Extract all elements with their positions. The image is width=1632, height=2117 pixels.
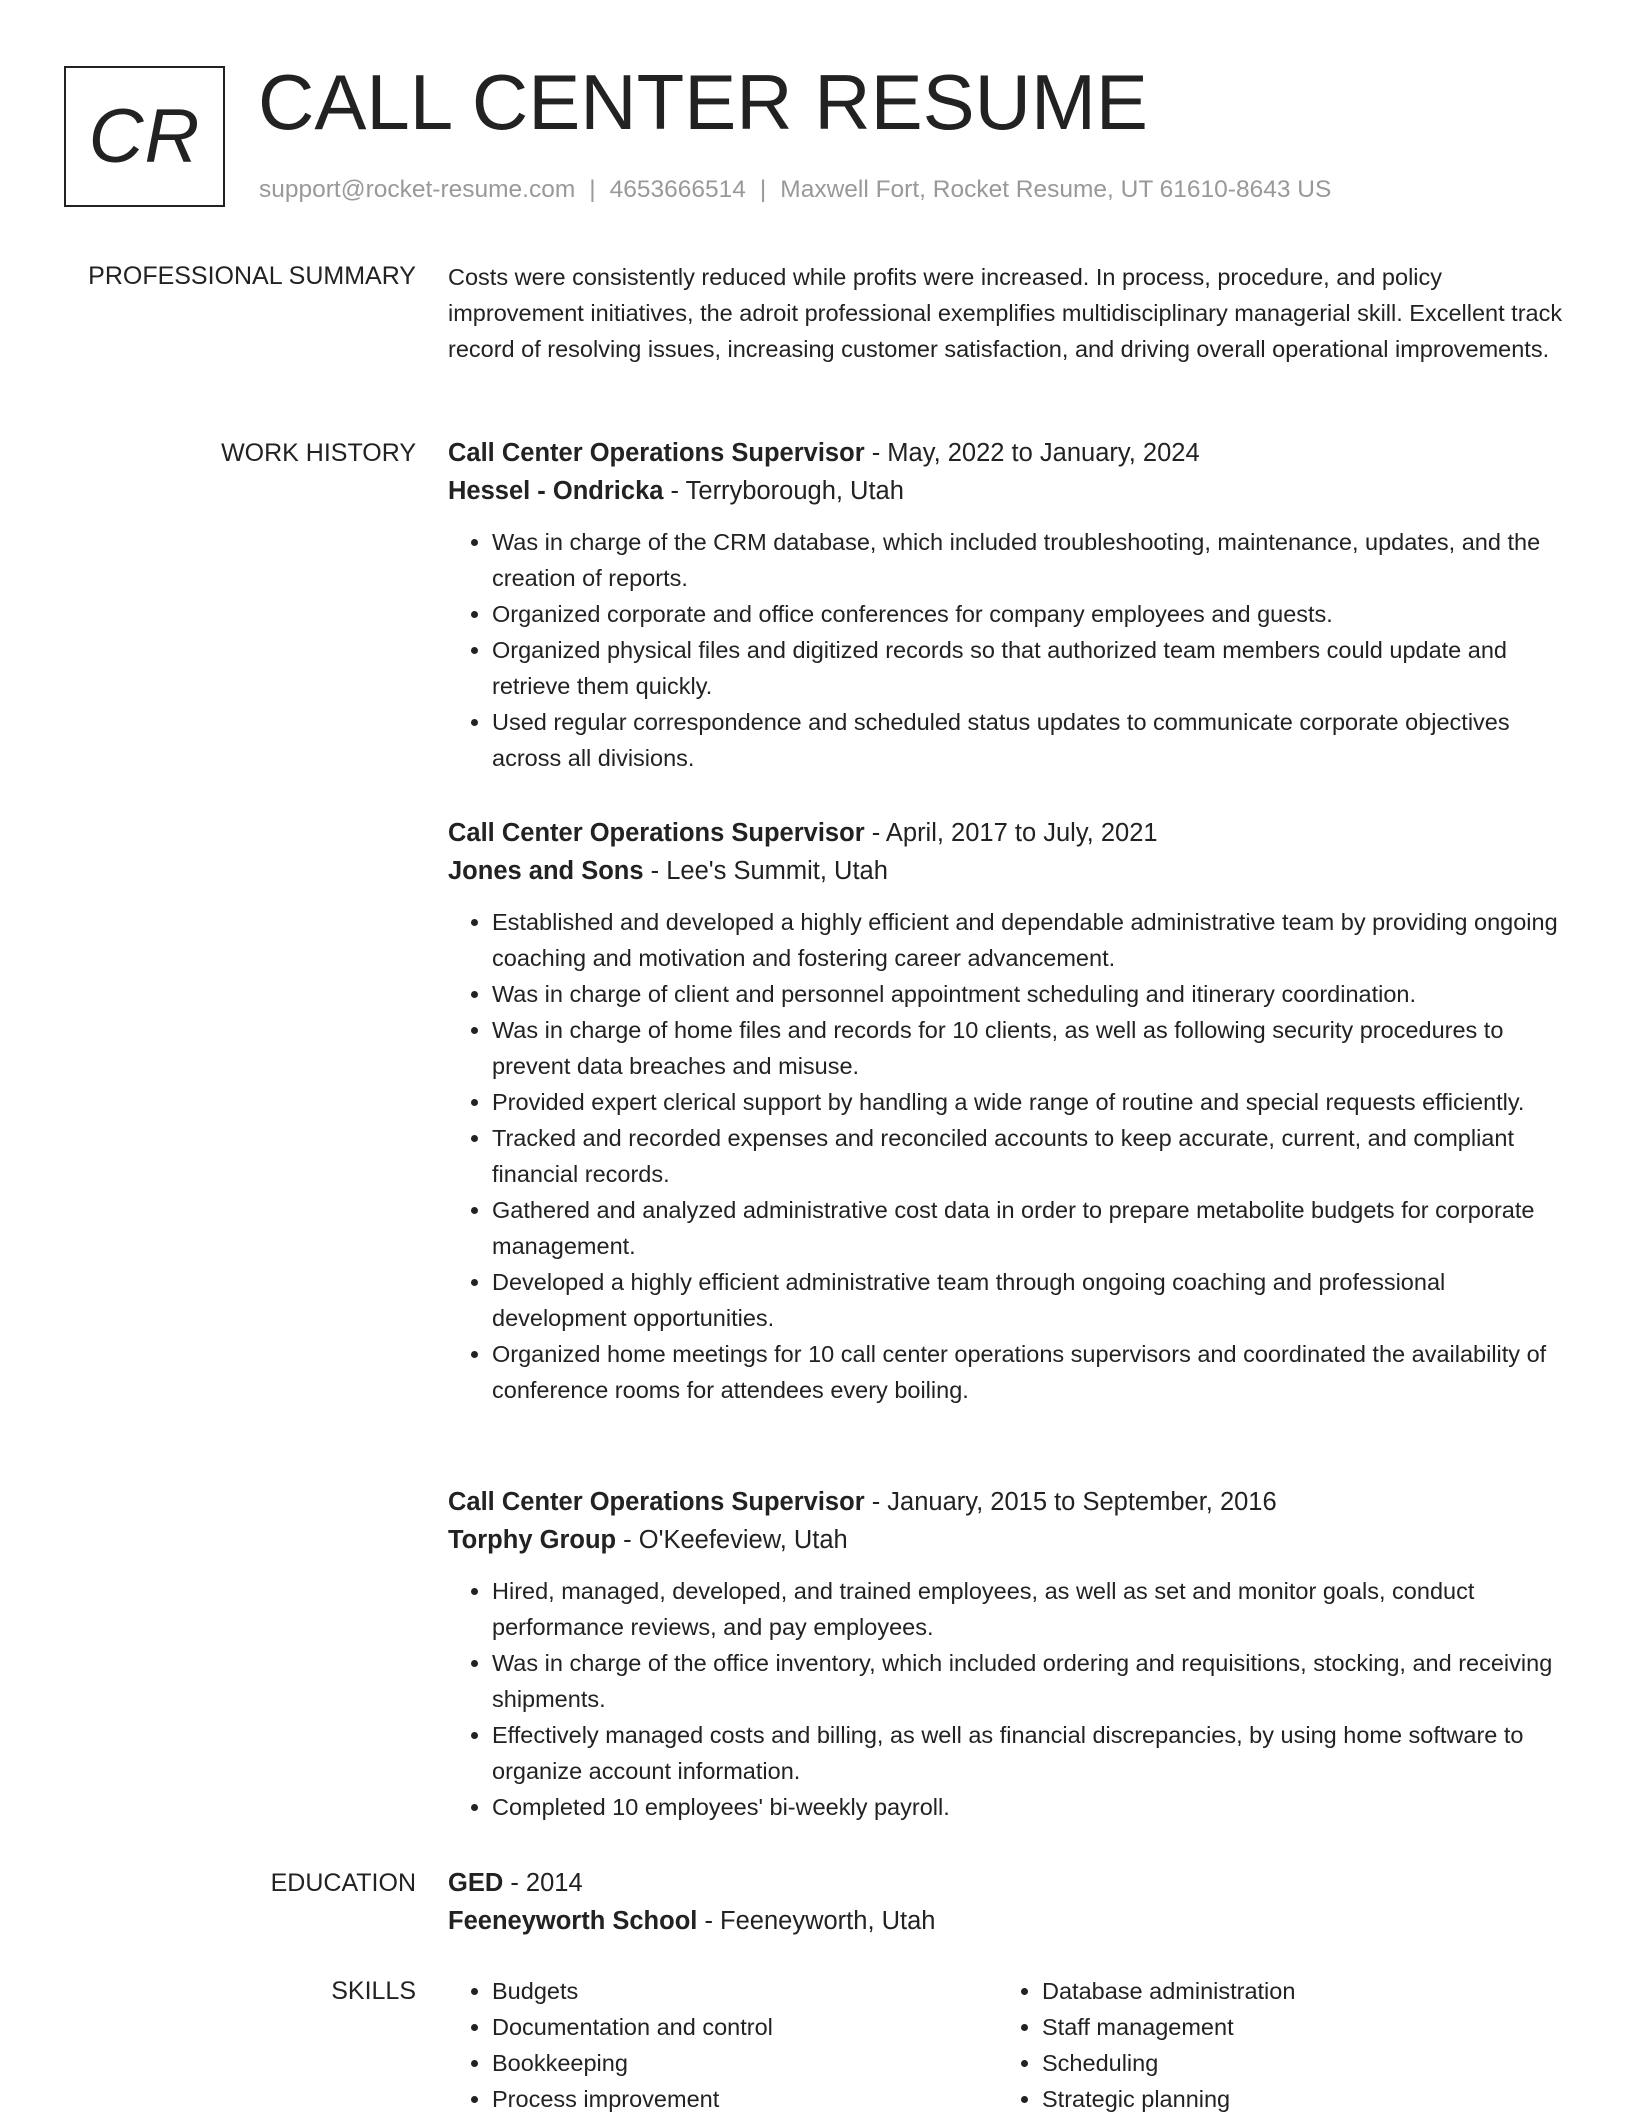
job-title-line xyxy=(448,814,1568,852)
job-company-line xyxy=(448,1521,1568,1559)
job-dates: - May, 2022 to January, 2024 xyxy=(864,439,1200,467)
education-entry xyxy=(448,1864,1568,1940)
summary-text: Costs were consistently reduced while profits were increased. In process, procedure, and policy improvement initiatives, the adroit professional exemplifies multidisciplinary managerial skill. Excellent track record of resolving issues, increasing customer satisfaction, and driving overall operational improvements. xyxy=(448,264,1563,362)
skill-item: • Database administration xyxy=(1042,1973,1548,2009)
job-company: Jones and Sons xyxy=(448,857,644,885)
job-bullet: • Completed 10 employees' bi-weekly payroll. xyxy=(492,1789,1568,1825)
job-bullet: • Organized corporate and office conferences for company employees and guests. xyxy=(492,596,1568,632)
contact-email[interactable]: support@rocket-resume.com xyxy=(259,176,576,203)
section-label-work-history: WORK HISTORY xyxy=(221,439,416,467)
job-bullet: • Hired, managed, developed, and trained employees, as well as set and monitor goals, conduct performance reviews, and pay employees. xyxy=(492,1573,1568,1645)
job-title-line xyxy=(448,434,1568,472)
job-location: - Lee's Summit, Utah xyxy=(643,857,888,885)
education-location: - Feeneyworth, Utah xyxy=(697,1907,936,1935)
education-year: - 2014 xyxy=(503,1869,583,1897)
job-bullet: • Developed a highly efficient administrative team through ongoing coaching and professional development opportunities. xyxy=(492,1264,1568,1336)
monogram-badge xyxy=(64,66,225,207)
skill-item: • Strategic planning xyxy=(1042,2081,1548,2117)
job-title: Call Center Operations Supervisor xyxy=(448,439,865,467)
job-entry xyxy=(448,814,1568,1408)
job-entry xyxy=(448,1483,1568,1825)
job-title: Call Center Operations Supervisor xyxy=(448,1488,865,1516)
monogram-text: CR xyxy=(88,94,201,179)
job-company: Torphy Group xyxy=(448,1526,617,1554)
job-bullet: • Was in charge of home files and records for 10 clients, as well as following security procedures to prevent data breaches and misuse. xyxy=(492,1012,1568,1084)
job-title: Call Center Operations Supervisor xyxy=(448,819,865,847)
job-entry xyxy=(448,434,1568,776)
job-bullet: • Tracked and recorded expenses and reconciled accounts to keep accurate, current, and compliant financial records. xyxy=(492,1120,1568,1192)
job-bullet: • Organized physical files and digitized records so that authorized team members could update and retrieve them quickly. xyxy=(492,632,1568,704)
job-title-line xyxy=(448,1483,1568,1521)
education-degree: GED xyxy=(448,1869,504,1897)
job-bullets xyxy=(448,524,1568,776)
resume-title: CALL CENTER RESUME xyxy=(258,58,1148,146)
skill-item: • Documentation and control xyxy=(492,2009,998,2045)
skill-item: • Budgets xyxy=(492,1973,998,2009)
section-label-skills: SKILLS xyxy=(331,1977,416,2005)
job-bullet: • Gathered and analyzed administrative cost data in order to prepare metabolite budgets for corporate management. xyxy=(492,1192,1568,1264)
job-bullet: • Effectively managed costs and billing, as well as financial discrepancies, by using home software to organize account information. xyxy=(492,1717,1568,1789)
job-bullets xyxy=(448,1573,1568,1825)
skill-item: • Staff management xyxy=(1042,2009,1548,2045)
contact-line xyxy=(259,174,1331,206)
contact-phone[interactable]: 4653666514 xyxy=(609,176,746,203)
job-bullet: • Organized home meetings for 10 call center operations supervisors and coordinated the availability of conference rooms for attendees every boiling. xyxy=(492,1336,1568,1408)
education-school: Feeneyworth School xyxy=(448,1907,698,1935)
education-school-line xyxy=(448,1902,1568,1940)
skills-column-right xyxy=(998,1973,1548,2117)
skills-column-left xyxy=(448,1973,998,2117)
job-bullet: • Used regular correspondence and scheduled status updates to communicate corporate objectives across all divisions. xyxy=(492,704,1568,776)
job-company-line xyxy=(448,472,1568,510)
job-bullets xyxy=(448,904,1568,1408)
job-bullet: • Was in charge of client and personnel appointment scheduling and itinerary coordination. xyxy=(492,976,1568,1012)
section-label-education: EDUCATION xyxy=(270,1869,416,1897)
contact-address: Maxwell Fort, Rocket Resume, UT 61610-8643 US xyxy=(780,176,1332,203)
job-bullet: • Provided expert clerical support by handling a wide range of routine and special requests efficiently. xyxy=(492,1084,1568,1120)
skill-item: • Process improvement xyxy=(492,2081,998,2117)
job-location: - Terryborough, Utah xyxy=(663,477,904,505)
job-bullet: • Was in charge of the office inventory, which included ordering and requisitions, stocking, and receiving shipments. xyxy=(492,1645,1568,1717)
contact-separator: | xyxy=(589,176,596,203)
contact-separator: | xyxy=(759,176,767,203)
education-degree-line xyxy=(448,1864,1568,1902)
skill-item: • Bookkeeping xyxy=(492,2045,998,2081)
skills-grid xyxy=(448,1973,1568,2117)
job-bullet: • Was in charge of the CRM database, which included troubleshooting, maintenance, updates, and the creation of reports. xyxy=(492,524,1568,596)
job-dates: - April, 2017 to July, 2021 xyxy=(864,819,1158,847)
job-location: - O'Keefeview, Utah xyxy=(616,1526,848,1554)
skill-item: • Scheduling xyxy=(1042,2045,1548,2081)
job-dates: - January, 2015 to September, 2016 xyxy=(864,1488,1277,1516)
job-company: Hessel - Ondricka xyxy=(448,477,664,505)
section-label-summary: PROFESSIONAL SUMMARY xyxy=(88,262,416,290)
job-bullet: • Established and developed a highly efficient and dependable administrative team by providing ongoing coaching and motivation and fostering career advancement. xyxy=(492,904,1568,976)
job-company-line xyxy=(448,852,1568,890)
